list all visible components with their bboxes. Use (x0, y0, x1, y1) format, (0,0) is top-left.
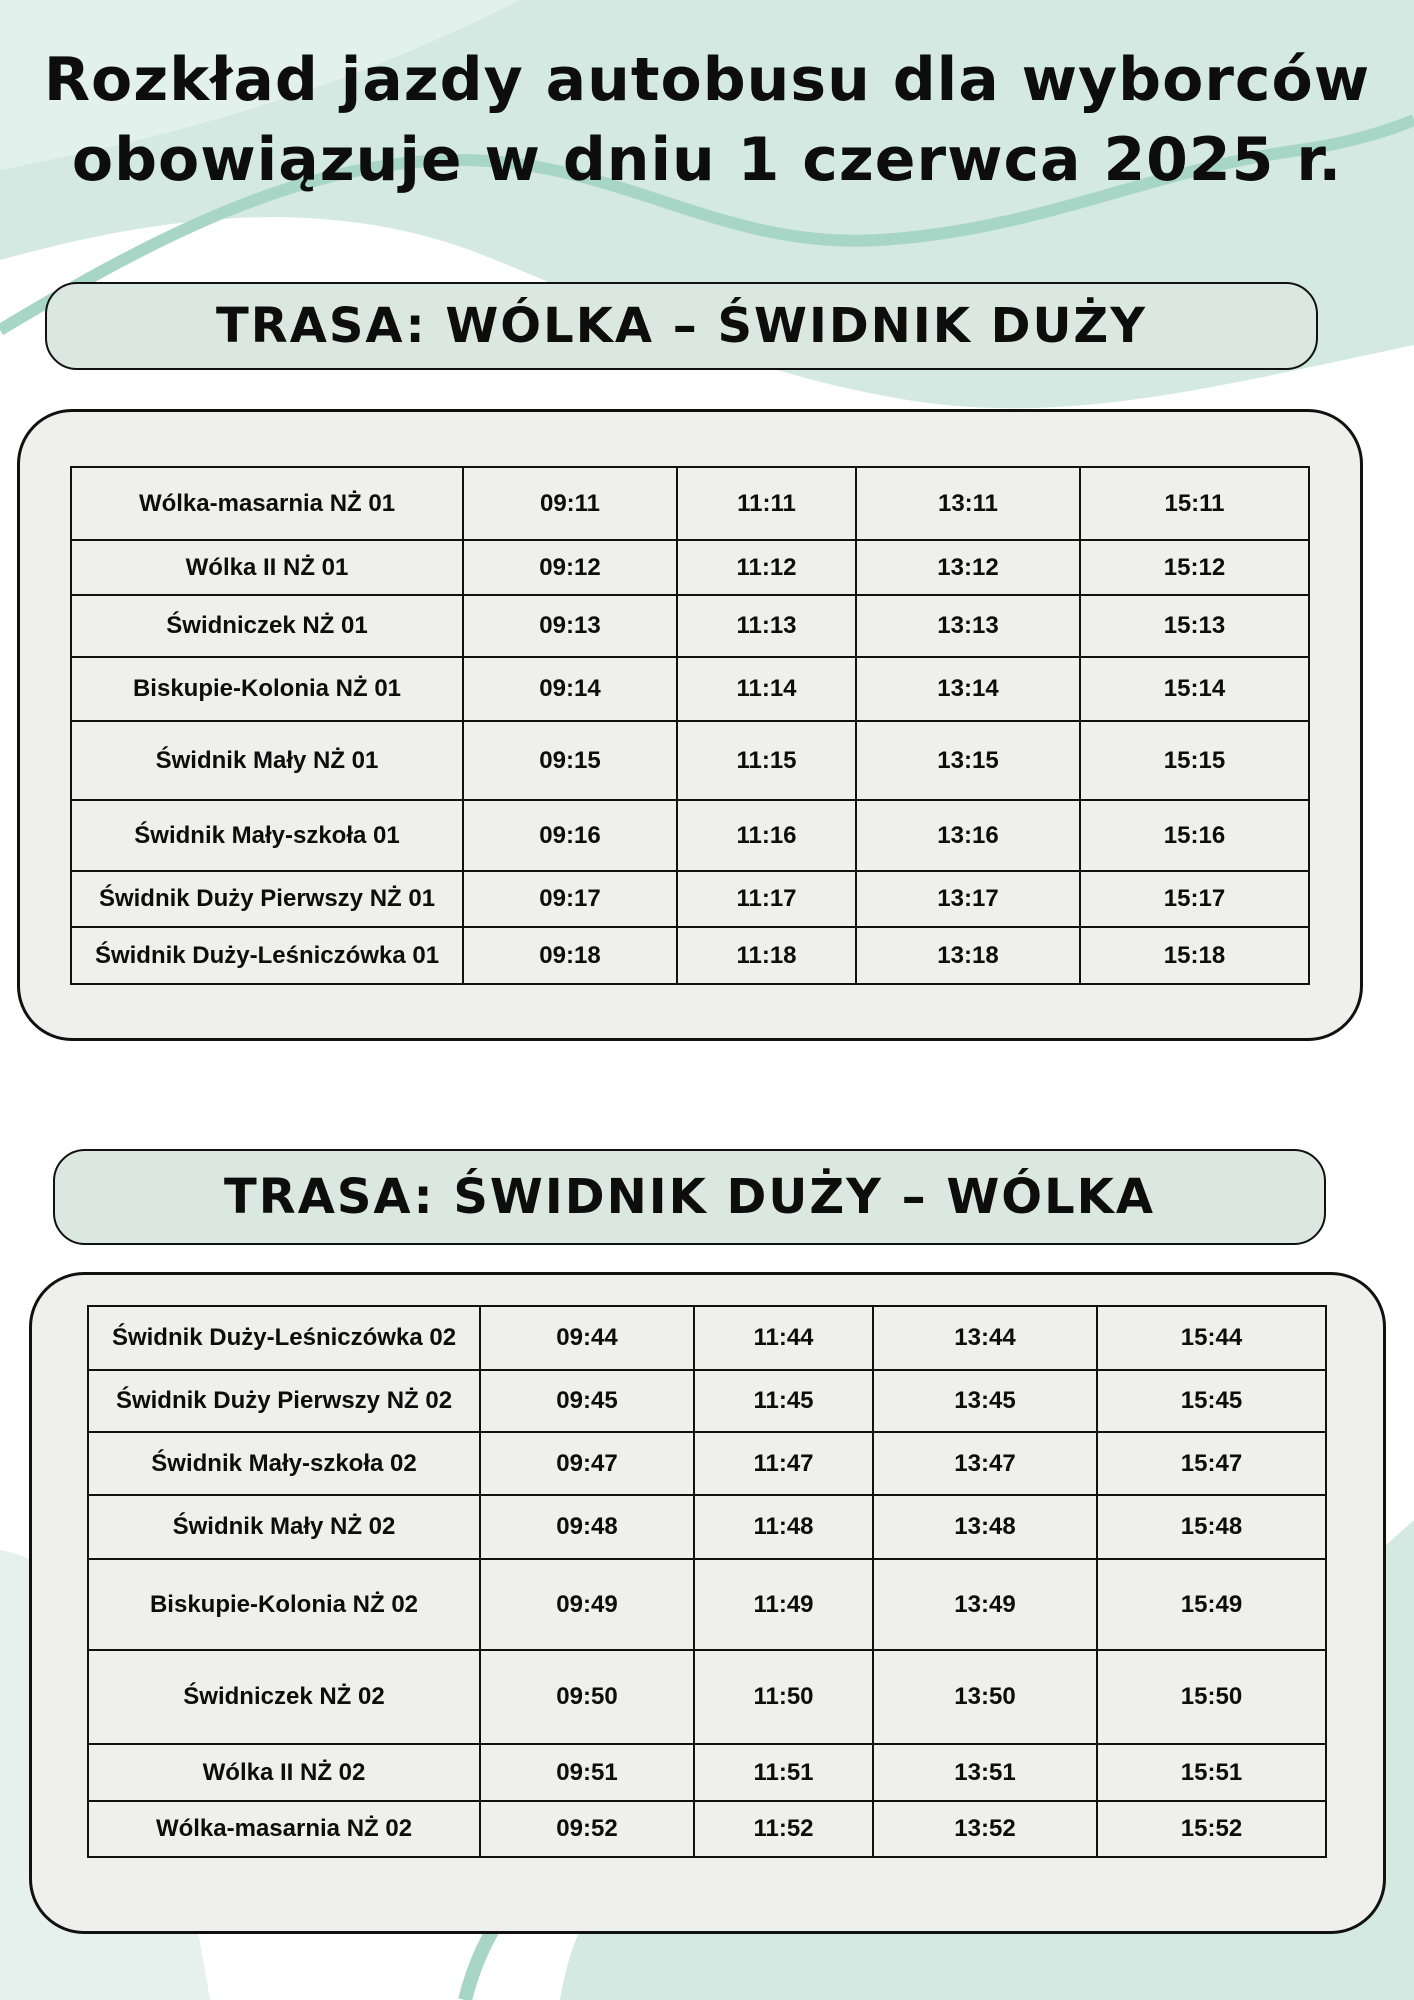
table-row (88, 1370, 1326, 1432)
stop-name: Świdniczek NŻ 01 (71, 595, 463, 657)
stop-name: Świdnik Duży-Leśniczówka 02 (88, 1306, 480, 1370)
departure-time: 15:17 (1080, 871, 1309, 927)
departure-time: 11:12 (677, 540, 856, 595)
departure-time: 13:12 (856, 540, 1080, 595)
departure-time: 15:14 (1080, 657, 1309, 721)
stop-name: Świdnik Mały-szkoła 01 (71, 800, 463, 871)
departure-time: 11:17 (677, 871, 856, 927)
departure-time: 09:13 (463, 595, 677, 657)
table-row (88, 1650, 1326, 1744)
title-line-1: Rozkład jazdy autobusu dla wyborców (43, 45, 1371, 115)
stop-name: Wólka II NŻ 02 (88, 1744, 480, 1801)
table-row (88, 1432, 1326, 1495)
departure-time: 15:12 (1080, 540, 1309, 595)
route-banner-1: TRASA: WÓLKA – ŚWIDNIK DUŻY (45, 282, 1318, 370)
departure-time: 13:45 (873, 1370, 1097, 1432)
departure-time: 09:18 (463, 927, 677, 984)
departure-time: 15:15 (1080, 721, 1309, 800)
stop-name: Wólka-masarnia NŻ 01 (71, 467, 463, 540)
departure-time: 09:47 (480, 1432, 694, 1495)
stop-name: Świdnik Duży Pierwszy NŻ 02 (88, 1370, 480, 1432)
table-row (71, 657, 1309, 721)
departure-time: 15:47 (1097, 1432, 1326, 1495)
departure-time: 15:49 (1097, 1559, 1326, 1650)
table-row (71, 871, 1309, 927)
route-banner-2: TRASA: ŚWIDNIK DUŻY – WÓLKA (53, 1149, 1326, 1245)
departure-time: 13:18 (856, 927, 1080, 984)
departure-time: 13:11 (856, 467, 1080, 540)
stop-name: Świdnik Mały NŻ 01 (71, 721, 463, 800)
title-line-2: obowiązuje w dniu 1 czerwca 2025 r. (71, 125, 1343, 195)
table-row (88, 1495, 1326, 1559)
departure-time: 11:49 (694, 1559, 873, 1650)
departure-time: 09:49 (480, 1559, 694, 1650)
stop-name: Wólka II NŻ 01 (71, 540, 463, 595)
departure-time: 09:12 (463, 540, 677, 595)
table-row (71, 800, 1309, 871)
departure-time: 13:15 (856, 721, 1080, 800)
departure-time: 09:15 (463, 721, 677, 800)
departure-time: 11:50 (694, 1650, 873, 1744)
departure-time: 11:47 (694, 1432, 873, 1495)
departure-time: 09:11 (463, 467, 677, 540)
departure-time: 09:14 (463, 657, 677, 721)
departure-time: 11:51 (694, 1744, 873, 1801)
stop-name: Biskupie-Kolonia NŻ 02 (88, 1559, 480, 1650)
stop-name: Świdnik Duży Pierwszy NŻ 01 (71, 871, 463, 927)
departure-time: 13:49 (873, 1559, 1097, 1650)
departure-time: 11:52 (694, 1801, 873, 1857)
departure-time: 09:16 (463, 800, 677, 871)
departure-time: 13:13 (856, 595, 1080, 657)
departure-time: 11:18 (677, 927, 856, 984)
stop-name: Wólka-masarnia NŻ 02 (88, 1801, 480, 1857)
timetable-2 (87, 1305, 1327, 1858)
departure-time: 09:50 (480, 1650, 694, 1744)
departure-time: 13:14 (856, 657, 1080, 721)
departure-time: 13:44 (873, 1306, 1097, 1370)
departure-time: 11:15 (677, 721, 856, 800)
departure-time: 15:51 (1097, 1744, 1326, 1801)
departure-time: 15:18 (1080, 927, 1309, 984)
departure-time: 15:44 (1097, 1306, 1326, 1370)
departure-time: 13:48 (873, 1495, 1097, 1559)
departure-time: 13:17 (856, 871, 1080, 927)
departure-time: 11:16 (677, 800, 856, 871)
table-row (71, 595, 1309, 657)
table-row (88, 1744, 1326, 1801)
departure-time: 09:17 (463, 871, 677, 927)
departure-time: 13:47 (873, 1432, 1097, 1495)
departure-time: 13:16 (856, 800, 1080, 871)
table-row (71, 927, 1309, 984)
departure-time: 11:13 (677, 595, 856, 657)
departure-time: 09:52 (480, 1801, 694, 1857)
departure-time: 13:51 (873, 1744, 1097, 1801)
departure-time: 13:52 (873, 1801, 1097, 1857)
departure-time: 15:45 (1097, 1370, 1326, 1432)
departure-time: 11:11 (677, 467, 856, 540)
departure-time: 15:48 (1097, 1495, 1326, 1559)
stop-name: Świdnik Mały-szkoła 02 (88, 1432, 480, 1495)
departure-time: 15:13 (1080, 595, 1309, 657)
departure-time: 15:50 (1097, 1650, 1326, 1744)
departure-time: 09:48 (480, 1495, 694, 1559)
departure-time: 15:52 (1097, 1801, 1326, 1857)
table-row (88, 1306, 1326, 1370)
table-row (71, 721, 1309, 800)
departure-time: 11:45 (694, 1370, 873, 1432)
table-row (88, 1559, 1326, 1650)
departure-time: 13:50 (873, 1650, 1097, 1744)
departure-time: 11:14 (677, 657, 856, 721)
stop-name: Świdniczek NŻ 02 (88, 1650, 480, 1744)
departure-time: 09:51 (480, 1744, 694, 1801)
table-row (88, 1801, 1326, 1857)
departure-time: 11:48 (694, 1495, 873, 1559)
departure-time: 15:11 (1080, 467, 1309, 540)
page-title (0, 40, 1414, 200)
table-row (71, 467, 1309, 540)
departure-time: 15:16 (1080, 800, 1309, 871)
stop-name: Świdnik Mały NŻ 02 (88, 1495, 480, 1559)
table-row (71, 540, 1309, 595)
departure-time: 11:44 (694, 1306, 873, 1370)
stop-name: Świdnik Duży-Leśniczówka 01 (71, 927, 463, 984)
timetable-1 (70, 466, 1310, 985)
stop-name: Biskupie-Kolonia NŻ 01 (71, 657, 463, 721)
departure-time: 09:44 (480, 1306, 694, 1370)
departure-time: 09:45 (480, 1370, 694, 1432)
